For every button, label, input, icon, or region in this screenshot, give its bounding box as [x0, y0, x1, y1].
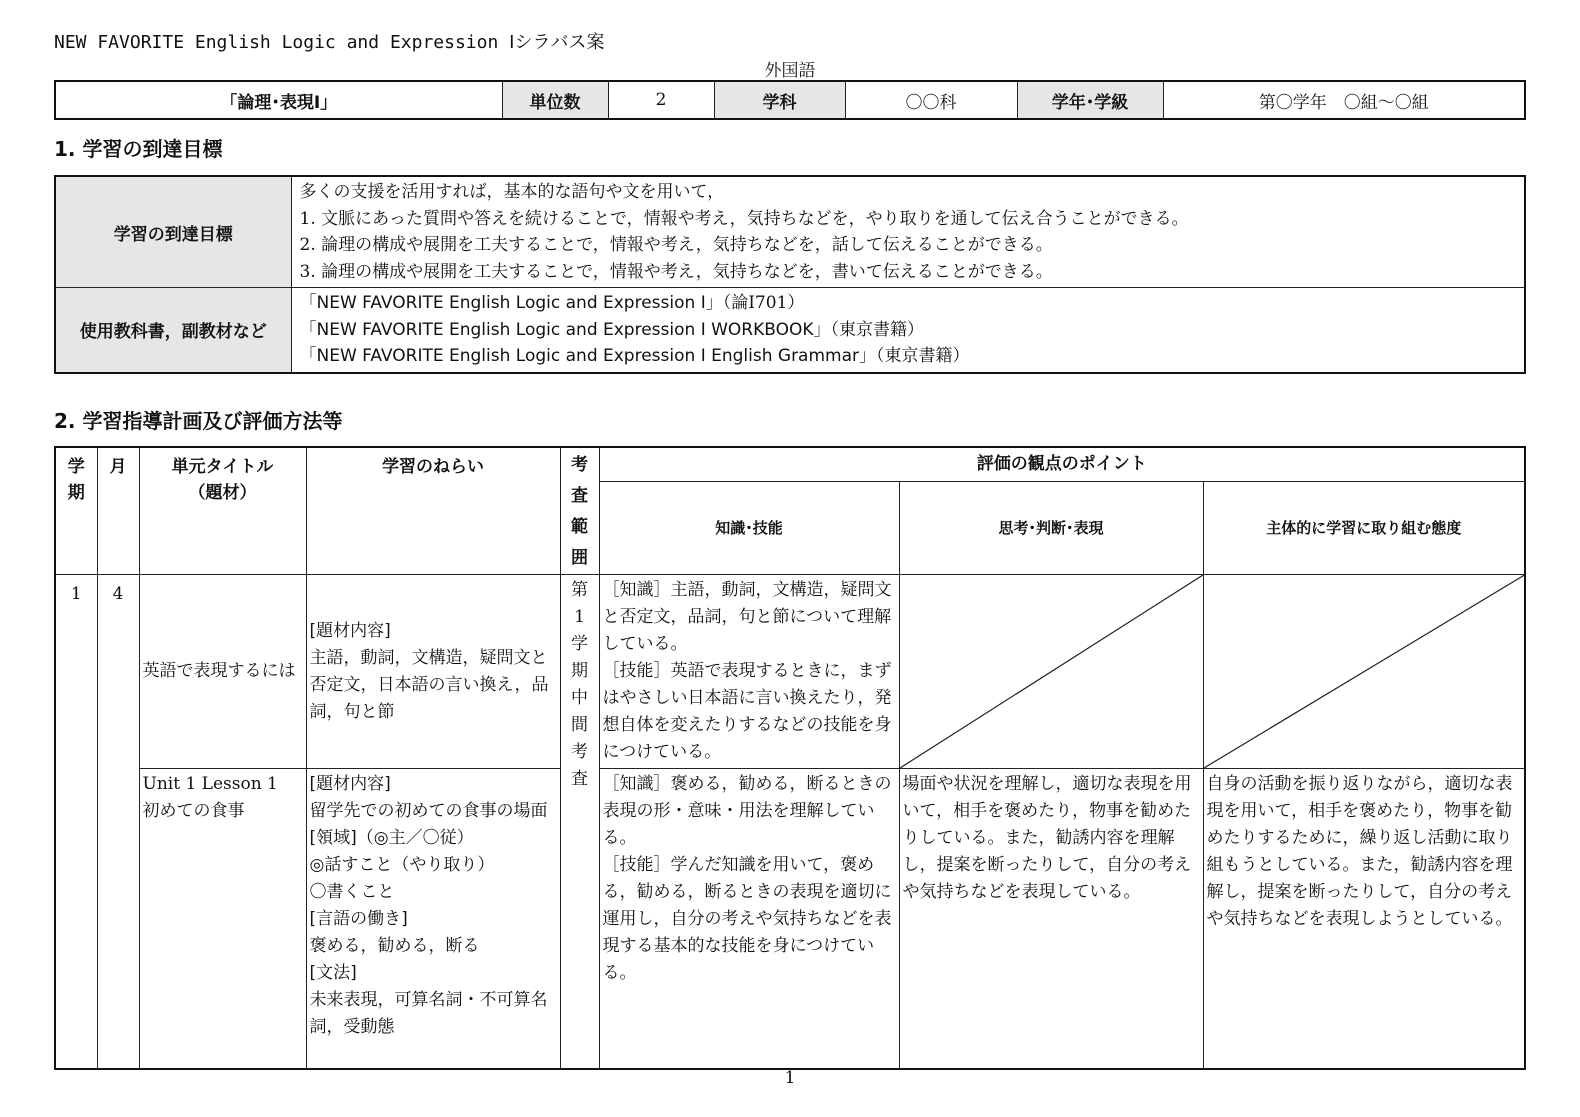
knowledge-cell [599, 769, 899, 1069]
course-name: 「論理･表現Ⅰ」 [55, 81, 502, 119]
header-month: 月 [97, 447, 139, 575]
unit-title: 英語で表現するには [139, 575, 306, 769]
material-note: （東京書籍） [830, 319, 925, 340]
diagonal-slash [900, 575, 1203, 768]
plan-table [54, 446, 1526, 1070]
row-month: 4 [97, 575, 139, 1069]
goal-item-2: 2. 論理の構成や展開を工夫することで，情報や考え，気持ちなどを，話して伝えることができる。 [299, 235, 1053, 255]
aim-content-label: [題材内容] [309, 774, 391, 794]
skill-text: ［技能］英語で表現するときに，まずはやさしい日本語に言い換えたり，発想自体を変えたりするなどの技能を身につけている。 [602, 661, 892, 762]
header-term: 学期 [55, 447, 97, 575]
thinking-cell: 場面や状況を理解し，適切な表現を用いて，相手を褒めたり，物事を勧めたりしている。また，勧誘内容を理解し，提案を断ったりして，自分の考えや気持ちなどを表現している。 [899, 769, 1203, 1069]
header-attitude: 主体的に学習に取り組む態度 [1203, 482, 1525, 575]
knowledge-text: ［知識］褒める，勧める，断るときの表現の形・意味・用法を理解している。 [602, 774, 892, 848]
page-number: 1 [784, 1068, 796, 1088]
grade-value: 第〇学年 〇組～〇組 [1163, 81, 1525, 119]
material-title: 「NEW FAVORITE English Logic and Expression Ⅰ」 [299, 293, 723, 313]
header-unit [139, 447, 306, 575]
row-term: 1 [55, 575, 97, 1069]
goal-item-1: 1. 文脈にあった質問や答えを続けることで，情報や考え，気持ちなどを，やり取りを通して伝え合うことができる。 [299, 208, 1189, 229]
materials-content [291, 288, 1525, 373]
header-scope: 考査範囲 [560, 447, 599, 575]
goals-table [54, 175, 1526, 374]
goal-intro: 多くの支援を活用すれば，基本的な語句や文を用いて， [299, 182, 725, 202]
skill-text: ［技能］学んだ知識を用いて，褒める，勧める，断るときの表現を適切に運用し，自分の考えや気持ちなどを表現する基本的な技能を身につけている。 [602, 855, 892, 983]
aim-content: 主語，動詞，文構造，疑問文と否定文，日本語の言い換え，品詞，句と節 [309, 647, 549, 722]
subject-label: 外国語 [764, 61, 816, 81]
knowledge-cell [599, 575, 899, 769]
exam-scope: 第1学期中間考査 [560, 575, 599, 1069]
department-value: 〇〇科 [845, 81, 1017, 119]
aim-function-label: [言語の働き] [309, 909, 408, 929]
credits-label: 単位数 [502, 81, 608, 119]
aim-domain-main: ◎話すこと（やり取り） [309, 855, 495, 875]
header-thinking: 思考･判断･表現 [899, 482, 1203, 575]
aim-grammar: 未来表現，可算名詞・不可算名詞，受動態 [309, 990, 548, 1037]
materials-label: 使用教科書，副教材など [55, 288, 291, 373]
unit-title-line2: 初めての食事 [142, 801, 245, 821]
section1-heading: 1. 学習の到達目標 [54, 137, 223, 161]
material-item [300, 317, 1517, 344]
aim-cell [306, 769, 560, 1069]
knowledge-text: ［知識］主語，動詞，文構造，疑問文と否定文，品詞，句と節について理解している。 [602, 580, 892, 654]
goals-content [291, 176, 1525, 288]
header-unit-line2: （題材） [188, 483, 257, 503]
material-title: 「NEW FAVORITE English Logic and Expression Ⅰ English Grammar」 [299, 346, 877, 366]
attitude-cell-empty [1203, 575, 1525, 769]
header-unit-line1: 単元タイトル [171, 457, 274, 477]
aim-cell [306, 575, 560, 769]
credits-value: 2 [608, 81, 714, 119]
material-note: （論Ⅰ701） [722, 293, 805, 313]
aim-domain-sub: 〇書くこと [309, 882, 395, 902]
unit-title [139, 769, 306, 1069]
aim-grammar-label: [文法] [309, 963, 357, 983]
aim-content: 留学先での初めての食事の場面 [309, 801, 548, 821]
material-item [300, 290, 1517, 317]
aim-content-label: [題材内容] [309, 620, 391, 641]
course-info-table [54, 80, 1526, 120]
material-note: （東京書籍） [876, 346, 970, 366]
document-title: NEW FAVORITE English Logic and Expression Ⅰシラバス案 [54, 32, 605, 53]
aim-domain-label: [領域]（◎主／〇従） [309, 828, 474, 848]
goals-label: 学習の到達目標 [55, 176, 291, 288]
department-label: 学科 [714, 81, 845, 119]
aim-function: 褒める，勧める，断る [309, 936, 480, 956]
header-aim: 学習のねらい [306, 447, 560, 575]
attitude-cell: 自身の活動を振り返りながら，適切な表現を用いて，相手を褒めたり，物事を勧めたりするために，繰り返し活動に取り組もうとしている。また，勧誘内容を理解し，提案を断ったりして，自分の考えや気持ちなどを表現しようとしている。 [1203, 769, 1525, 1069]
material-title: 「NEW FAVORITE English Logic and Expression Ⅰ WORKBOOK」 [299, 319, 831, 340]
section2-heading: 2. 学習指導計画及び評価方法等 [54, 409, 343, 433]
thinking-cell-empty [899, 575, 1203, 769]
goal-item-3: 3. 論理の構成や展開を工夫することで，情報や考え，気持ちなどを，書いて伝えることができる。 [299, 261, 1053, 282]
unit-title-line1: Unit 1 Lesson 1 [142, 774, 278, 794]
header-evaluation: 評価の観点のポイント [599, 447, 1525, 482]
diagonal-slash [1204, 575, 1525, 768]
material-item [300, 343, 1517, 370]
grade-label: 学年･学級 [1017, 81, 1163, 119]
header-knowledge: 知識･技能 [599, 482, 899, 575]
